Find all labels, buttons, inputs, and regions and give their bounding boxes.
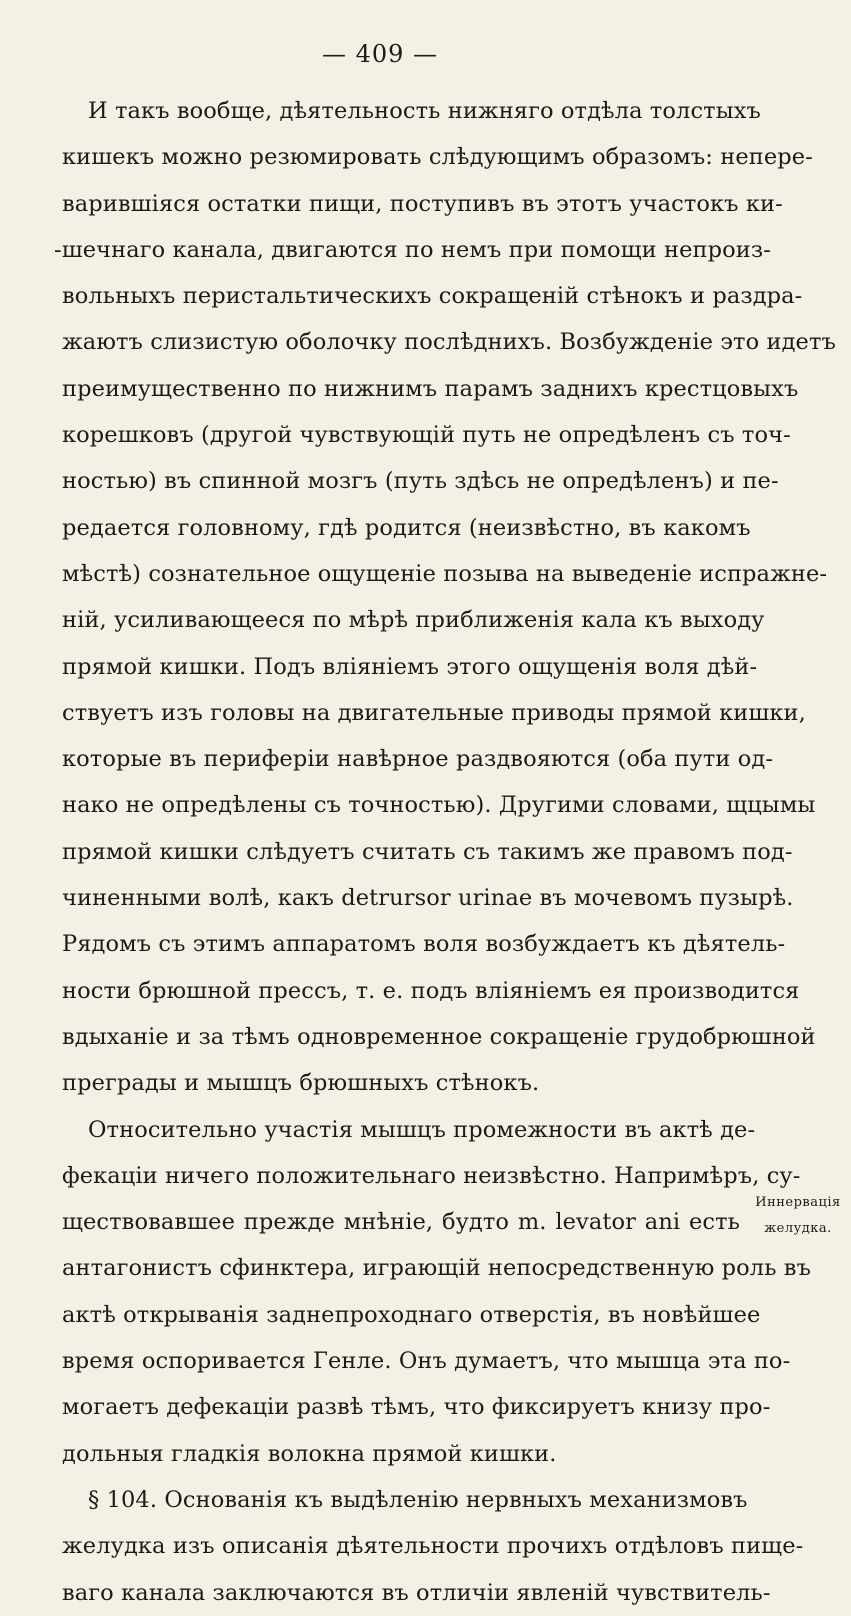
text-line: корешковъ (другой чувствующій путь не опредѣленъ съ точ- — [62, 422, 791, 449]
text-line: прямой кишки. Подъ вліяніемъ этого ощущенія воля дѣй- — [62, 653, 758, 680]
text-line: ній, усиливающееся по мѣрѣ приближенія кала къ выходу — [62, 607, 765, 634]
text-line: ностью) въ спинной мозгъ (путь здѣсь не опредѣленъ) и пе- — [62, 468, 779, 495]
text-line: редается головному, гдѣ родится (неизвѣстно, въ какомъ — [62, 514, 751, 541]
text-line: -шечнаго канала, двигаются по немъ при помощи непроиз- — [54, 236, 771, 263]
section-heading-line: § 104. Основанія къ выдѣленію нервныхъ механизмовъ — [88, 1486, 748, 1513]
text-line: прямой кишки слѣдуетъ считать съ такимъ же правомъ под- — [62, 838, 793, 865]
text-line: мѣстѣ) сознательное ощущеніе позыва на выведеніе испражне- — [62, 560, 828, 587]
margin-note-line: желудка. — [764, 1221, 832, 1236]
text-line: актѣ открыванія заднепроходнаго отверстія, въ новѣйшее — [62, 1301, 761, 1328]
text-line: преграды и мышцъ брюшныхъ стѣнокъ. — [62, 1070, 540, 1097]
text-line: которые въ периферіи навѣрное раздвояются (оба пути од- — [62, 746, 774, 773]
paragraph-3 — [62, 1477, 804, 1616]
margin-note-line: Иннервація — [755, 1195, 841, 1210]
text-line: ности брюшной прессъ, т. е. подъ вліяніемъ ея производится — [62, 977, 800, 1004]
margin-note — [748, 1190, 848, 1242]
text-line: Рядомъ съ этимъ аппаратомъ воля возбуждаетъ къ дѣятель- — [62, 931, 786, 958]
text-line: кишекъ можно резюмировать слѣдующимъ образомъ: непере- — [62, 144, 813, 171]
text-line: Относительно участія мышцъ промежности въ актѣ де- — [88, 1116, 756, 1143]
page-number: — 409 — — [321, 40, 439, 68]
text-line: антагонистъ сфинктера, играющій непосредственную роль въ — [62, 1255, 811, 1282]
text-line: дольныя гладкія волокна прямой кишки. — [62, 1440, 557, 1467]
text-line: И такъ вообще, дѣятельность нижняго отдѣла толстыхъ — [88, 98, 761, 124]
text-line: ваго канала заключаются въ отличіи явленій чувствитель- — [62, 1579, 771, 1606]
text-line: преимущественно по нижнимъ парамъ заднихъ крестцовыхъ — [62, 375, 799, 402]
text-line: ствуетъ изъ головы на двигательные приводы прямой кишки, — [62, 699, 806, 726]
text-line: время оспоривается Генле. Онъ думаетъ, что мышца эта по- — [62, 1348, 791, 1375]
text-line: вдыханіе и за тѣмъ одновременное сокращеніе грудобрюшной — [62, 1023, 816, 1050]
text-line: вольныхъ перистальтическихъ сокращеній стѣнокъ и раздра- — [62, 283, 803, 310]
text-line: ществовавшее прежде мнѣніе, будто m. levator ani есть — [62, 1209, 740, 1236]
text-line: желудка изъ описанія дѣятельности прочихъ отдѣловъ пище- — [62, 1533, 804, 1560]
paragraph-1 — [54, 88, 836, 1107]
text-line: жаютъ слизистую оболочку послѣднихъ. Возбужденіе это идетъ — [62, 329, 836, 356]
text-line: фекаціи ничего положительнаго неизвѣстно. Напримѣръ, су- — [62, 1162, 801, 1189]
text-line: нако не опредѣлены съ точностью). Другими словами, щцымы — [62, 792, 816, 819]
text-line: варившіяся остатки пищи, поступивъ въ этотъ участокъ ки- — [62, 190, 783, 217]
text-line: могаетъ дефекаціи развѣ тѣмъ, что фиксируетъ книзу про- — [62, 1394, 771, 1421]
text-line: чиненными волѣ, какъ detrursor urinae въ мочевомъ пузырѣ. — [62, 885, 794, 912]
